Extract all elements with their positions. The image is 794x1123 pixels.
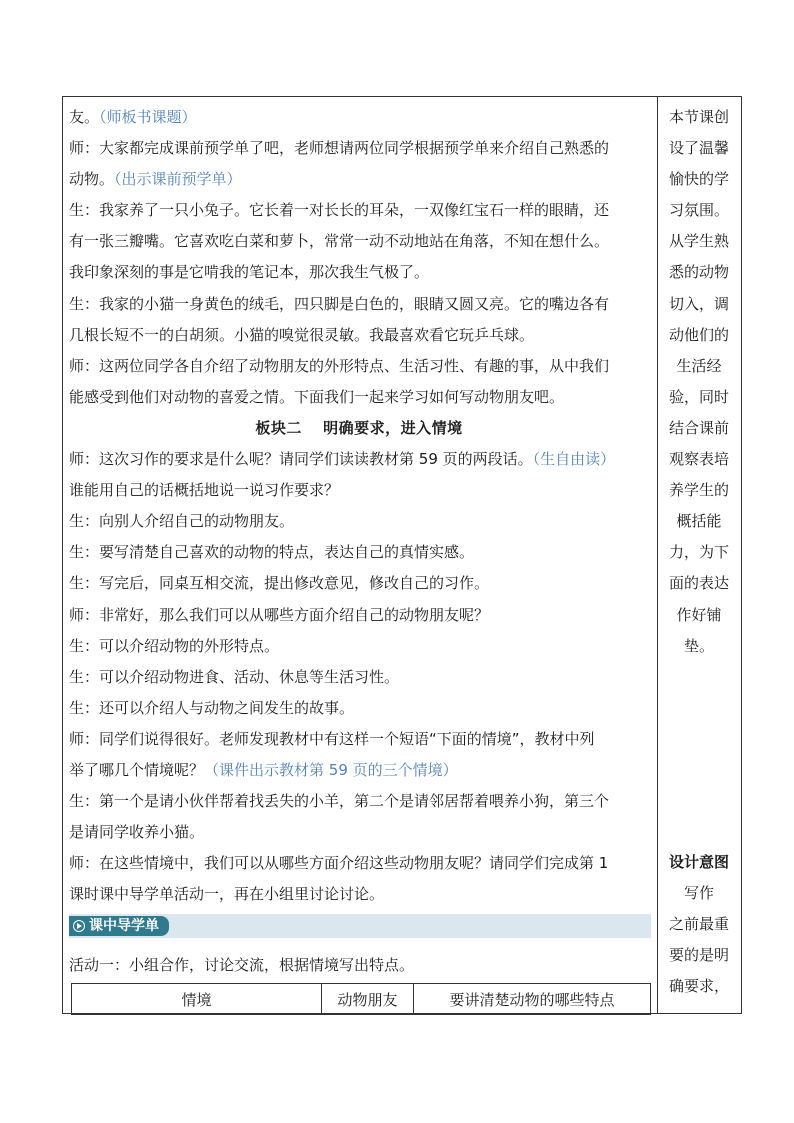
side-note-line: 力，为下 (668, 543, 729, 562)
lesson-main-column (69, 102, 649, 910)
side-note-line: 习氛围。 (668, 201, 729, 220)
header-animal-friend: 动物朋友 (322, 984, 414, 1015)
section-heading (69, 413, 649, 444)
side-note-line: 设了温馨 (668, 139, 729, 158)
text-line (69, 786, 649, 817)
text-segment: 生：向别人介绍自己的动物朋友。 (69, 512, 295, 531)
text-segment: 有一张三瓣嘴。它喜欢吃白菜和萝卜，常常一动不动地站在角落，不知在想什么。 (69, 232, 610, 251)
text-segment: 板块二 明确要求，进入情境 (255, 418, 463, 437)
text-line (69, 755, 649, 786)
stage-direction: （课件出示教材第 59 页的三个情境） (204, 760, 458, 779)
text-line (69, 102, 649, 133)
side-note-line: 切入，调 (668, 294, 729, 313)
side-note-line: 愉快的学 (668, 170, 729, 189)
text-segment: 生：第一个是请小伙伴帮着找丢失的小羊，第二个是请邻居帮着喂养小狗，第三个 (69, 792, 610, 811)
text-segment: 是请同学收养小猫。 (69, 823, 205, 842)
side-note-line: 结合课前 (668, 418, 729, 437)
text-line (69, 164, 649, 195)
text-line (69, 506, 649, 537)
text-line (69, 226, 649, 257)
text-segment: 师：非常好，那么我们可以从哪些方面介绍自己的动物朋友呢？ (69, 605, 490, 624)
guide-sheet-tag (69, 916, 169, 936)
text-line (69, 537, 649, 568)
text-segment: 举了哪几个情境呢？ (69, 760, 205, 779)
text-segment: 生：要写清楚自己喜欢的动物的特点，表达自己的真情实感。 (69, 543, 475, 562)
text-line (69, 195, 649, 226)
text-segment: 师：这两位同学各自介绍了动物朋友的外形特点、生活习性、有趣的事，从中我们 (69, 356, 610, 375)
column-divider (657, 97, 658, 1013)
text-line (69, 600, 649, 631)
text-segment: 生：写完后，同桌互相交流，提出修改意见，修改自己的习作。 (69, 574, 490, 593)
activity-table-header-row (72, 984, 651, 1015)
side-note-column (661, 102, 737, 662)
design-intent-line: 写作 (683, 884, 714, 903)
text-segment: 师：大家都完成课前预学单了吧，老师想请两位同学根据预学单来介绍自己熟悉的 (69, 139, 610, 158)
text-segment: 谁能用自己的话概括地说一说习作要求？ (69, 481, 340, 500)
text-line (69, 133, 649, 164)
side-note-line: 动他们的 (668, 325, 729, 344)
text-segment: 我印象深刻的事是它啃我的笔记本，那次我生气极了。 (69, 263, 430, 282)
side-note-line: 本节课创 (668, 108, 729, 126)
side-note-line: 从学生熟 (668, 232, 729, 251)
side-note-line: 作好铺 (676, 605, 722, 624)
text-line (69, 693, 649, 724)
text-line (69, 382, 649, 413)
side-note-line: 概括能 (676, 512, 722, 531)
stage-direction: （出示课前预学单） (114, 170, 242, 189)
activity-table (71, 983, 651, 1015)
text-segment: 生：可以介绍动物进食、活动、休息等生活习性。 (69, 667, 400, 686)
text-line (69, 662, 649, 693)
design-intent-title: 设计意图 (668, 853, 729, 871)
text-segment: 能感受到他们对动物的喜爱之情。下面我们一起来学习如何写动物朋友吧。 (69, 387, 565, 406)
text-line (69, 320, 649, 351)
text-line (69, 475, 649, 506)
text-line (69, 631, 649, 662)
design-intent-line: 要的是明 (668, 946, 729, 965)
side-note-line: 观察表培 (668, 450, 729, 469)
side-note-line: 养学生的 (668, 481, 729, 500)
side-note-line: 生活经 (676, 356, 722, 375)
side-note-line: 悉的动物 (668, 263, 729, 282)
text-segment: 生：还可以介绍人与动物之间发生的故事。 (69, 698, 355, 717)
play-circle-icon (73, 920, 85, 932)
design-intent-line: 确要求， (668, 977, 729, 996)
stage-direction: （师板书课题） (99, 108, 197, 126)
activity-instruction: 活动一：小组合作，讨论交流，根据情境写出特点。 (69, 956, 415, 974)
text-segment: 动物。 (69, 170, 115, 189)
text-segment: 师：同学们说得很好。老师发现教材中有这样一个短语“下面的情境”，教材中列 (69, 729, 595, 748)
text-segment: 友。 (69, 108, 100, 126)
guide-sheet-label: 课中导学单 (89, 918, 159, 934)
text-line (69, 351, 649, 382)
text-segment: 生：我家养了一只小兔子。它长着一对长长的耳朵，一双像红宝石一样的眼睛，还 (69, 201, 610, 220)
text-line (69, 568, 649, 599)
header-features: 要讲清楚动物的哪些特点 (414, 984, 651, 1015)
text-line (69, 817, 649, 848)
text-segment: 师：这次习作的要求是什么呢？请同学们读读教材第 59 页的两段话。 (69, 450, 533, 469)
side-note-line: 验，同时 (668, 387, 729, 406)
text-line (69, 879, 649, 910)
text-line (69, 444, 649, 475)
side-note-line: 面的表达 (668, 574, 729, 593)
text-segment: 师：在这些情境中，我们可以从哪些方面介绍这些动物朋友呢？请同学们完成第 1 (69, 854, 609, 873)
text-line (69, 724, 649, 755)
text-line (69, 848, 649, 879)
text-segment: 生：我家的小猫一身黄色的绒毛，四只脚是白色的，眼睛又圆又亮。它的嘴边各有 (69, 294, 610, 313)
design-intent-note (661, 847, 737, 1002)
side-note-line: 垫。 (683, 636, 714, 655)
design-intent-line: 之前最重 (668, 915, 729, 934)
text-segment: 课时课中导学单活动一，再在小组里讨论讨论。 (69, 885, 385, 904)
lesson-table (62, 96, 742, 1014)
header-scenario: 情境 (72, 984, 322, 1015)
text-segment: 生：可以介绍动物的外形特点。 (69, 636, 280, 655)
stage-direction: （生自由读） (532, 450, 616, 469)
text-line (69, 289, 649, 320)
guide-sheet-banner (69, 914, 651, 938)
text-line (69, 257, 649, 288)
text-segment: 几根长短不一的白胡须。小猫的嗅觉很灵敏。我最喜欢看它玩乒乓球。 (69, 325, 535, 344)
